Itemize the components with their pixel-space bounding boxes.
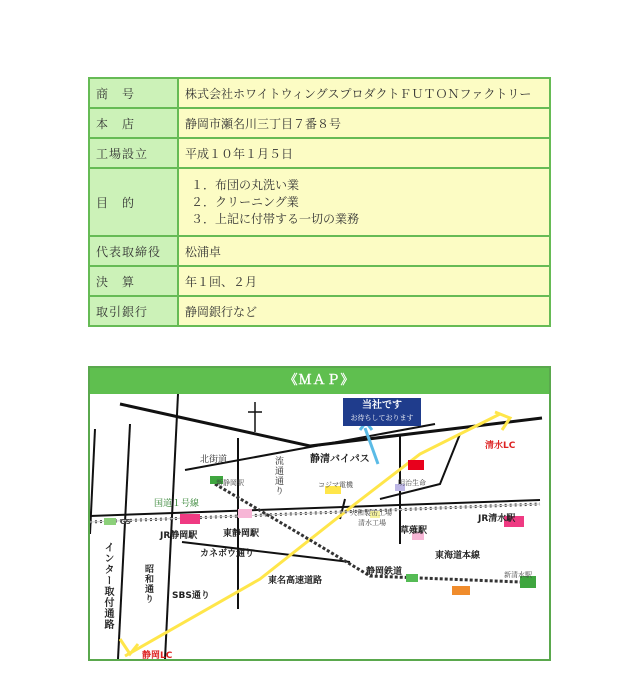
map-label: 東名高速道路 [268, 576, 323, 586]
row-value: 株式会社ホワイトウィングスプロダクトＦＵＴＯＮファクトリー [178, 78, 550, 108]
purpose-item: ３．上記に付帯する一切の業務 [191, 211, 360, 226]
map-label: GS [120, 518, 131, 526]
row-label: 商 号 [89, 78, 178, 108]
row-label: 代表取締役 [89, 236, 178, 266]
map-label: 大和製缶工場 [350, 509, 392, 517]
row-label: 目 的 [89, 168, 178, 236]
row-value: 静岡市瀬名川三丁目７番８号 [178, 108, 550, 138]
map-label: コジマ電機 [318, 481, 353, 489]
row-value: 平成１０年１月５日 [178, 138, 550, 168]
map-label: 東静岡駅 [223, 529, 260, 539]
table-row [89, 296, 550, 326]
map-title: 《ＭＡＰ》 [90, 368, 549, 394]
map-label: 北街道 [200, 455, 228, 465]
row-label: 本 店 [89, 108, 178, 138]
map-label: 清水LC [485, 441, 516, 451]
map-label: JR清水駅 [478, 514, 516, 524]
map-label: 新清水駅 [504, 571, 532, 579]
company-info-table [88, 77, 551, 327]
row-label: 取引銀行 [89, 296, 178, 326]
north-arrow-icon [248, 402, 262, 432]
row-value: 静岡銀行など [178, 296, 550, 326]
map-label: 清水工場 [358, 519, 386, 527]
row-label: 決 算 [89, 266, 178, 296]
road-line [118, 424, 130, 659]
company-callout: 当社です お待ちしております [343, 398, 421, 426]
road-line [90, 429, 95, 534]
table-row [89, 168, 550, 236]
station-marker [238, 509, 252, 518]
map-label: 明治生命 [398, 479, 426, 487]
road-line [165, 394, 178, 659]
station-marker [180, 514, 200, 524]
map-label: 新静岡駅 [216, 479, 244, 487]
purpose-item: １．布団の丸洗い業 [191, 177, 300, 192]
map-label: 静岡鉄道 [366, 567, 403, 577]
station-marker [406, 574, 418, 582]
table-row [89, 138, 550, 168]
row-label: 工場設立 [89, 138, 178, 168]
map-label: 草薙駅 [400, 526, 428, 536]
map-label: 流通通り [273, 456, 283, 496]
map-label: 国道１号線 [154, 499, 200, 509]
map-label: 昭和通り [143, 564, 153, 604]
map-label: JR静岡駅 [160, 531, 198, 541]
landmark-marker [452, 586, 470, 595]
map-label: 静清バイパス [310, 454, 370, 465]
map-label: カネボウ通り [200, 549, 255, 559]
purpose-item: ２．クリーニング業 [191, 194, 299, 209]
company-marker [408, 460, 424, 470]
table-row [89, 108, 550, 138]
map-label: 東海道本線 [435, 551, 481, 561]
map-label: インター取付通路 [102, 542, 113, 630]
map-drawing [90, 394, 549, 659]
table-row [89, 236, 550, 266]
purpose-list [178, 168, 550, 236]
map-label: SBS通り [172, 591, 210, 601]
map-panel [88, 366, 551, 661]
map-label: 静岡LC [142, 651, 173, 661]
row-value: 松浦卓 [178, 236, 550, 266]
table-row [89, 266, 550, 296]
table-row [89, 78, 550, 108]
landmark-marker [104, 518, 116, 525]
row-value: 年１回、２月 [178, 266, 550, 296]
